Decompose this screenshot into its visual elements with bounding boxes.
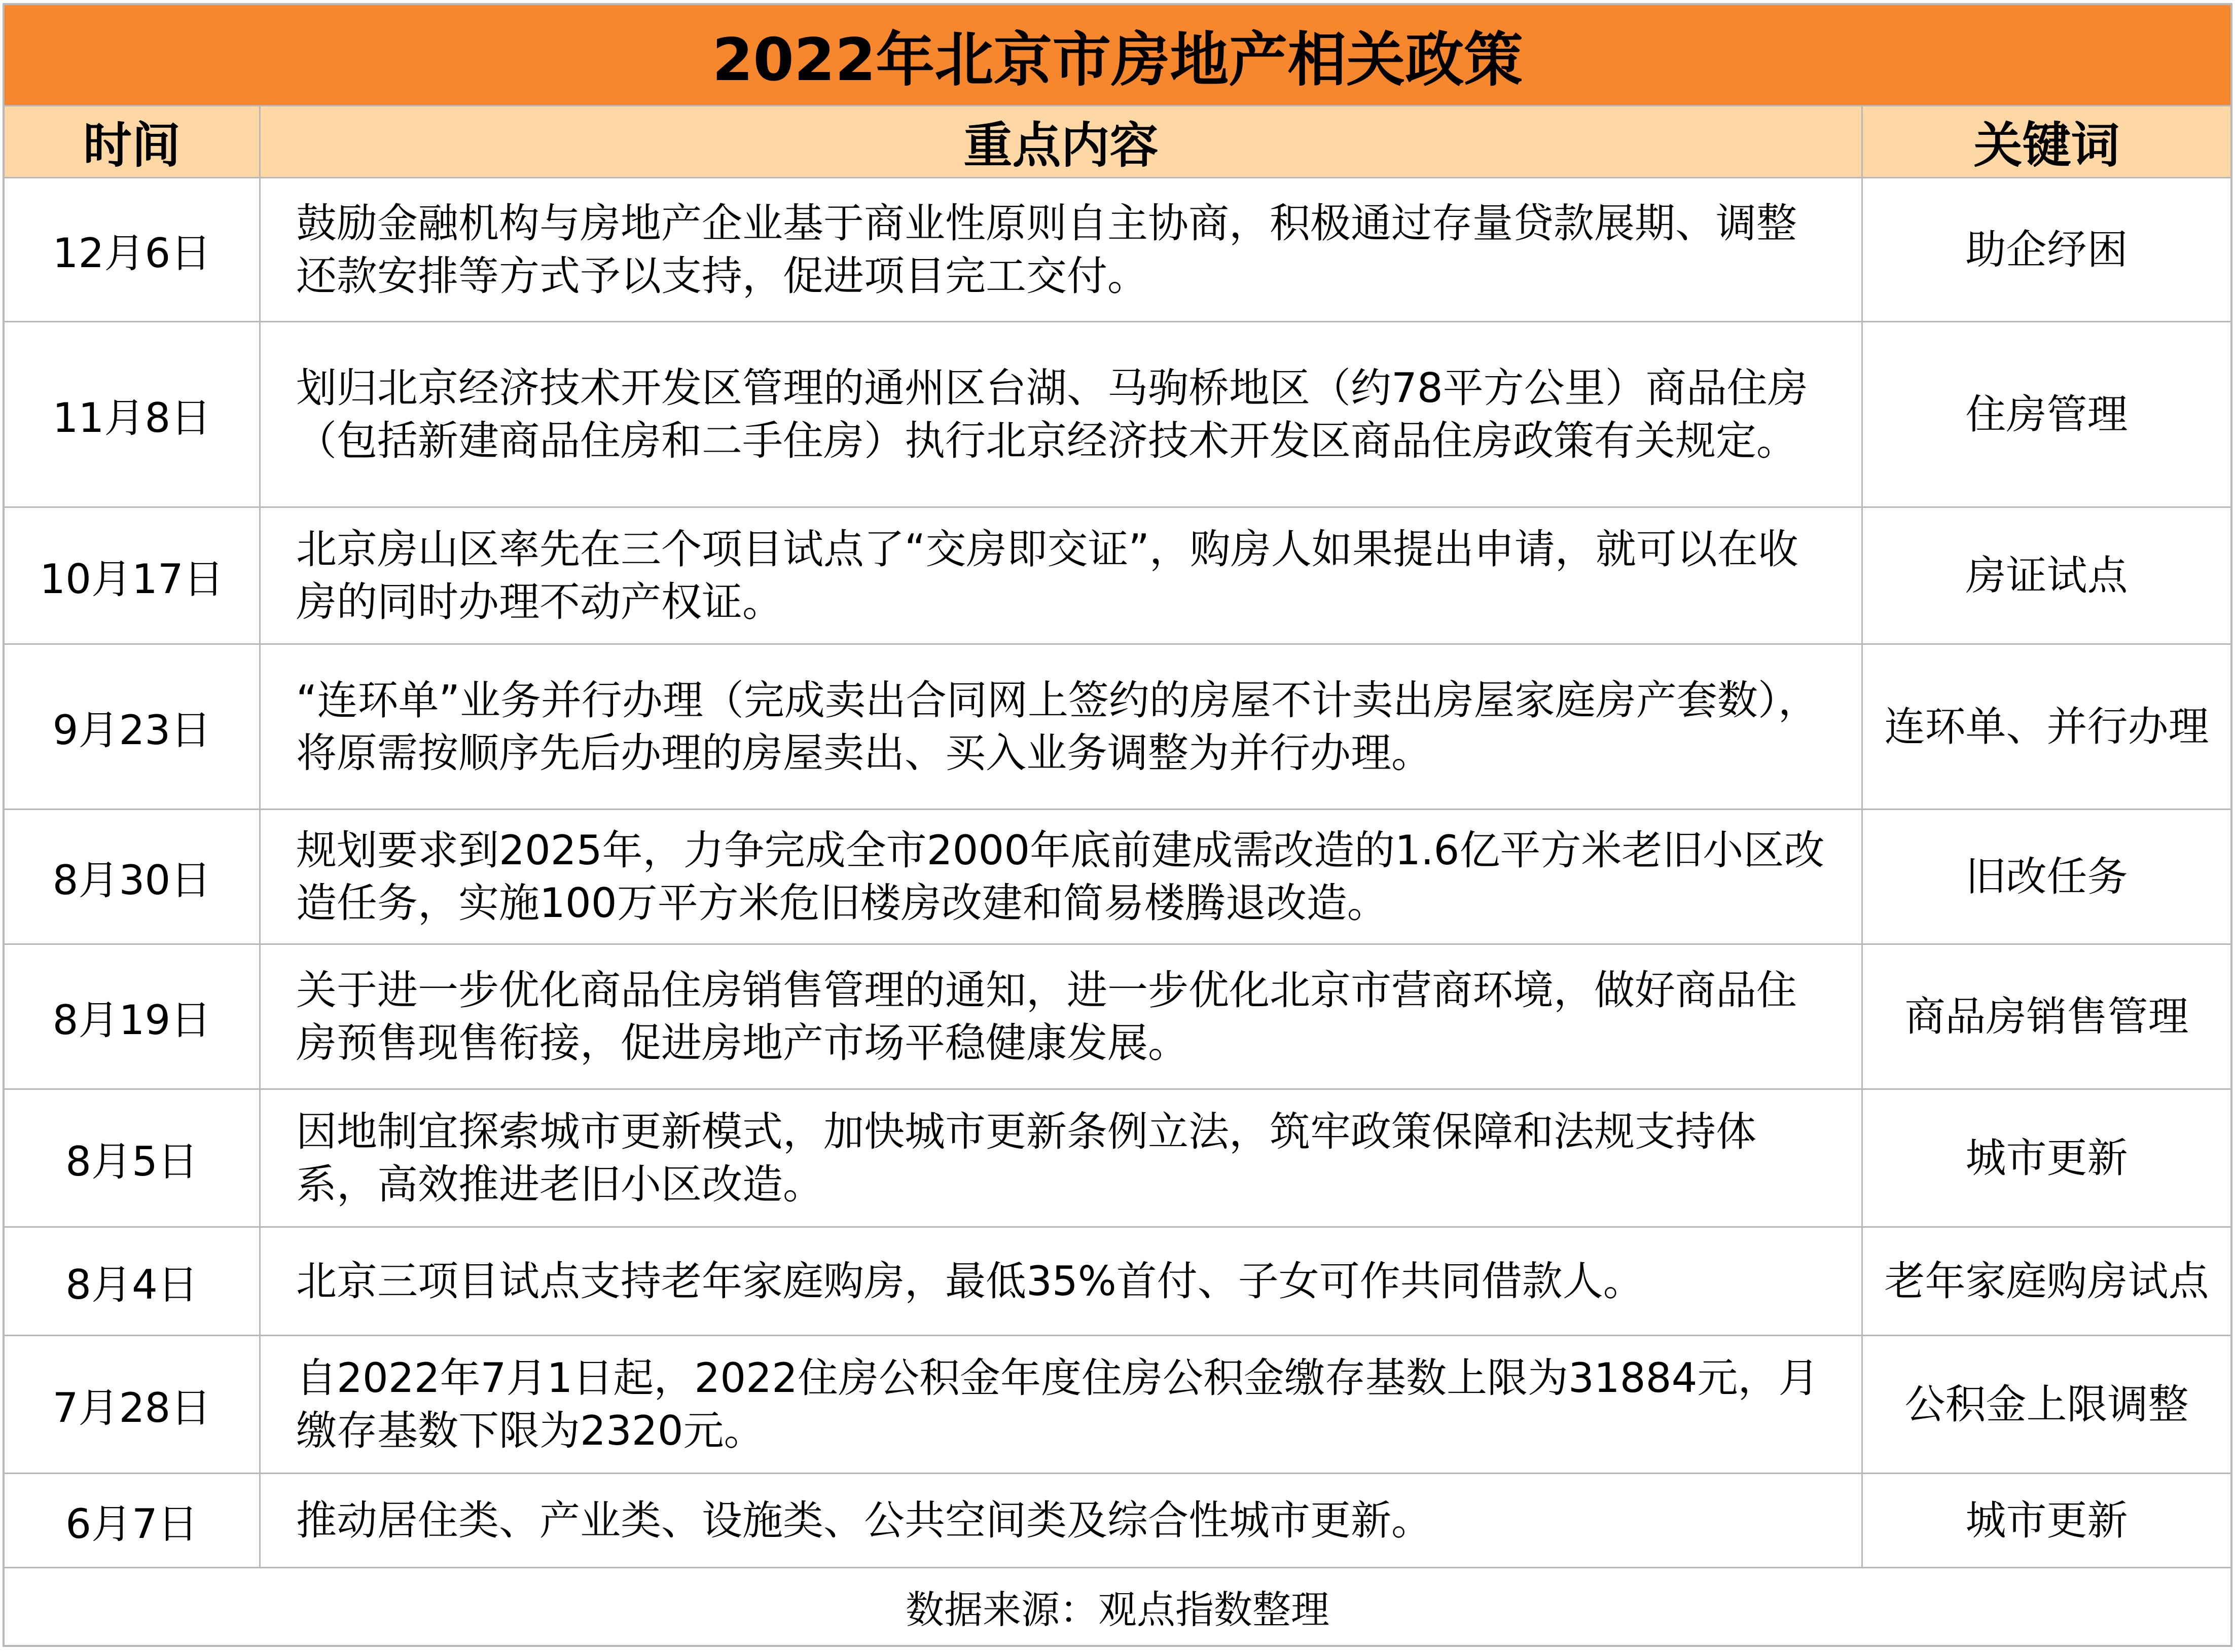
row-keyword: 城市更新: [1863, 1090, 2230, 1228]
row-date: 8月30日: [5, 810, 261, 945]
row-content: 北京三项目试点支持老年家庭购房，最低35%首付、子女可作共同借款人。: [261, 1228, 1863, 1336]
data-source-note: 数据来源：观点指数整理: [906, 1587, 1329, 1632]
row-date: 12月6日: [5, 178, 261, 322]
header-time: 时间: [5, 106, 261, 178]
row-keyword: 老年家庭购房试点: [1863, 1228, 2230, 1336]
row-content: 推动居住类、产业类、设施类、公共空间类及综合性城市更新。: [261, 1474, 1863, 1568]
row-date: 8月19日: [5, 945, 261, 1090]
header-keyword: 关键词: [1863, 106, 2230, 178]
row-date: 8月5日: [5, 1090, 261, 1228]
row-keyword: 助企纾困: [1863, 178, 2230, 322]
row-content: 自2022年7月1日起，2022住房公积金年度住房公积金缴存基数上限为31884元，月缴存基数下限为2320元。: [261, 1336, 1863, 1474]
row-keyword: 城市更新: [1863, 1474, 2230, 1568]
row-keyword: 住房管理: [1863, 322, 2230, 508]
row-content: 因地制宜探索城市更新模式，加快城市更新条例立法，筑牢政策保障和法规支持体系，高效推进老旧小区改造。: [261, 1090, 1863, 1228]
row-keyword: 旧改任务: [1863, 810, 2230, 945]
row-date: 11月8日: [5, 322, 261, 508]
header-content: 重点内容: [261, 106, 1863, 178]
row-content: 划归北京经济技术开发区管理的通州区台湖、马驹桥地区（约78平方公里）商品住房（包括新建商品住房和二手住房）执行北京经济技术开发区商品住房政策有关规定。: [261, 322, 1863, 508]
row-keyword: 商品房销售管理: [1863, 945, 2230, 1090]
row-content: 北京房山区率先在三个项目试点了“交房即交证”，购房人如果提出申请，就可以在收房的同时办理不动产权证。: [261, 508, 1863, 645]
row-content: 关于进一步优化商品住房销售管理的通知，进一步优化北京市营商环境，做好商品住房预售现售衔接，促进房地产市场平稳健康发展。: [261, 945, 1863, 1090]
row-date: 6月7日: [5, 1474, 261, 1568]
policy-table: [3, 3, 2232, 1647]
row-content: 鼓励金融机构与房地产企业基于商业性原则自主协商，积极通过存量贷款展期、调整还款安排等方式予以支持，促进项目完工交付。: [261, 178, 1863, 322]
row-date: 9月23日: [5, 645, 261, 810]
row-date: 10月17日: [5, 508, 261, 645]
row-keyword: 连环单、并行办理: [1863, 645, 2230, 810]
row-date: 7月28日: [5, 1336, 261, 1474]
row-content: “连环单”业务并行办理（完成卖出合同网上签约的房屋不计卖出房屋家庭房产套数），将原需按顺序先后办理的房屋卖出、买入业务调整为并行办理。: [261, 645, 1863, 810]
row-keyword: 公积金上限调整: [1863, 1336, 2230, 1474]
row-date: 8月4日: [5, 1228, 261, 1336]
table-title: 2022年北京市房地产相关政策: [5, 5, 2230, 106]
row-keyword: 房证试点: [1863, 508, 2230, 645]
row-content: 规划要求到2025年，力争完成全市2000年底前建成需改造的1.6亿平方米老旧小区改造任务，实施100万平方米危旧楼房改建和简易楼腾退改造。: [261, 810, 1863, 945]
